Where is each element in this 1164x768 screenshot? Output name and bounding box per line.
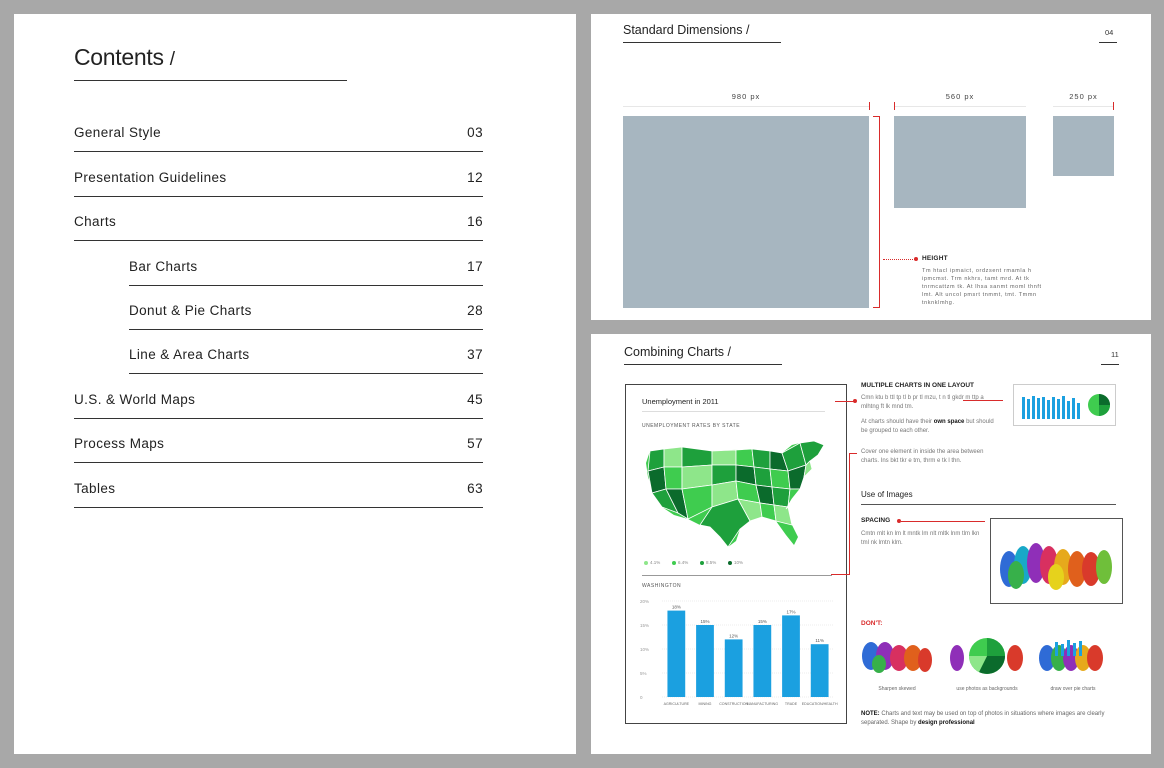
toc-item-label: Donut & Pie Charts: [129, 302, 252, 318]
toc-item-page: 28: [467, 302, 483, 318]
state-region: [754, 467, 772, 487]
bar: [667, 611, 685, 697]
contents-page: [14, 14, 576, 754]
toc-item[interactable]: [74, 419, 483, 463]
thumbnail-bar: [1037, 398, 1040, 419]
toc-item-label: Bar Charts: [129, 258, 198, 274]
note-bold: design professional: [918, 720, 975, 726]
legend-swatch: [672, 561, 676, 565]
combining-title: [624, 345, 731, 359]
height-marker-top: [873, 116, 879, 117]
combining-page-number: 11: [1111, 350, 1119, 359]
state-region: [774, 505, 792, 525]
width-marker-980: [869, 102, 870, 110]
width-guide-250: [1053, 106, 1114, 107]
y-tick-label: 10%: [640, 647, 650, 652]
bar-chart: [638, 593, 838, 719]
thumbnail-bar: [1077, 403, 1080, 419]
vases: [1000, 543, 1112, 590]
vase: [1008, 561, 1024, 589]
dont-example-1: [861, 634, 933, 682]
state-region: [760, 503, 776, 521]
combining-title-rule: [624, 364, 782, 365]
height-marker-dot: [914, 257, 918, 261]
x-tick-label: MANUFACTURING: [746, 702, 779, 706]
placeholder-box-560: [894, 116, 1026, 208]
combining-charts-page: [591, 334, 1151, 754]
overlay-bar: [1067, 640, 1070, 656]
bar-value-label: 15%: [700, 619, 710, 624]
width-marker-250: [1113, 102, 1114, 110]
panel-title-rule: [642, 411, 825, 412]
use-of-images-heading: Use of Images: [861, 490, 913, 499]
bar-value-label: 15%: [757, 619, 767, 624]
vase: [918, 648, 932, 672]
dont-label: DON'T:: [861, 620, 883, 627]
legend-label: 10%: [734, 560, 744, 565]
thumbnail-bars: [1022, 396, 1080, 419]
thumbnail-bar: [1057, 399, 1060, 419]
height-marker-line: [879, 116, 880, 308]
state-region: [682, 447, 712, 467]
toc-item[interactable]: [129, 330, 483, 374]
state-region: [772, 487, 790, 507]
height-marker-bottom: [873, 307, 879, 308]
toc-item-label: General Style: [74, 125, 161, 141]
dimensions-page-number: 04: [1105, 28, 1114, 37]
toc-item-page: 03: [467, 125, 483, 141]
note-text: [861, 710, 1123, 728]
connector-bottom: [831, 574, 849, 575]
legend-label: 8.5%: [706, 560, 717, 565]
vase: [1007, 645, 1023, 671]
bar: [811, 644, 829, 697]
colorful-vases-image: [991, 519, 1122, 603]
legend-label: 6.4%: [678, 560, 689, 565]
width-guide-980: [623, 106, 869, 107]
bar-value-label: 12%: [729, 633, 739, 639]
connector-multi-dot: [853, 399, 857, 403]
state-region: [770, 469, 790, 489]
y-tick-label: 15%: [640, 623, 650, 628]
bar: [725, 639, 743, 697]
bar-value-label: 18%: [671, 604, 681, 610]
legend-swatch: [728, 561, 732, 565]
toc-item[interactable]: [74, 463, 483, 507]
spacing-label: SPACING: [861, 517, 891, 524]
width-label-250: 250 px: [1069, 92, 1098, 101]
multiple-charts-text-2: [861, 418, 1001, 436]
example-image-frame: [990, 518, 1123, 604]
spacing-text: Cmtn mlt kn lm lt mntk lm nlt mltk lnm tlm lkn tml nk lmtn klm.: [861, 531, 980, 546]
thumbnail-pie-slice: [1099, 405, 1110, 416]
us-unemployment-map: [642, 437, 832, 557]
example-chart-panel: [625, 384, 847, 724]
toc-item-label: Line & Area Charts: [129, 347, 250, 363]
vase: [872, 655, 886, 673]
thumbnail-charts: [1014, 385, 1115, 425]
overlay-bar: [1079, 641, 1082, 656]
multiple-charts-text-2b: but should be grouped to each other.: [861, 419, 994, 434]
toc-item[interactable]: [74, 197, 483, 241]
dont-caption-1: Sharpen skewed: [878, 686, 916, 692]
toc-item[interactable]: [74, 374, 483, 418]
map-subtitle: UNEMPLOYMENT RATES BY STATE: [642, 423, 741, 429]
multiple-charts-heading: MULTIPLE CHARTS IN ONE LAYOUT: [861, 382, 975, 389]
thumbnail-bar: [1062, 396, 1065, 419]
vase: [1087, 645, 1103, 671]
thumbnail-pie-slice: [1099, 394, 1110, 405]
toc-item-page: 16: [467, 214, 483, 230]
state-region: [664, 447, 682, 467]
toc-item-label: Charts: [74, 214, 117, 230]
toc-item-label: Tables: [74, 480, 116, 496]
dimensions-title: [623, 23, 749, 37]
x-tick-label: EDUCATION/HEALTH: [801, 702, 838, 706]
panel-title: Unemployment in 2011: [642, 397, 719, 406]
thumbnail-bar: [1022, 397, 1025, 419]
vase: [950, 645, 964, 671]
dimensions-title-text: Standard Dimensions: [623, 23, 743, 37]
thumbnail-bar: [1047, 400, 1050, 419]
dont-caption-2: use photos as backgrounds: [956, 686, 1018, 692]
width-guide-560: [894, 106, 1026, 107]
overlay-bar: [1073, 643, 1076, 656]
bar-value-label: 17%: [786, 609, 796, 615]
table-of-contents: [74, 108, 483, 508]
contents-title-slash: /: [169, 49, 175, 70]
multiple-charts-text-2a: At charts should have their: [861, 419, 933, 425]
toc-item[interactable]: [129, 286, 483, 330]
state-region: [648, 467, 666, 493]
map-states: [648, 441, 824, 547]
multiple-charts-text-1: Cmn ktu b ttl tp tl b pr tl mzu, t n tl gkdr m ttp a mlhtng ft lk mnd tm.: [861, 395, 984, 410]
width-label-560: 560 px: [945, 92, 975, 101]
use-of-images-rule: [861, 504, 1116, 505]
x-tick-label: AGRICULTURE: [663, 702, 690, 706]
thumbnail-bar: [1072, 398, 1075, 419]
bar: [782, 615, 800, 697]
thumbnail-bar: [1067, 401, 1070, 419]
contents-title-rule: [74, 80, 347, 81]
toc-item-page: 12: [467, 169, 483, 185]
height-label: HEIGHT: [922, 255, 948, 262]
overlay-bar: [1055, 642, 1058, 656]
y-tick-label: 5%: [640, 671, 647, 676]
toc-item-label: Process Maps: [74, 436, 165, 452]
state-region: [712, 450, 736, 465]
dont-example-3: [1037, 634, 1109, 682]
thumbnail-bar: [1032, 396, 1035, 419]
toc-item-page: 57: [467, 436, 483, 452]
thumbnail-bar: [1042, 397, 1045, 419]
connector-multi: [835, 401, 855, 402]
legend-label: 4.1%: [650, 560, 661, 565]
combining-title-text: Combining Charts: [624, 345, 725, 359]
layout-thumbnail: [1013, 384, 1116, 426]
x-tick-label: MINING: [698, 702, 712, 706]
combining-title-slash: /: [727, 345, 732, 359]
connector-top: [849, 453, 857, 454]
x-tick-label: TRADE: [784, 702, 798, 706]
dont-caption-3: draw over pie charts: [1050, 686, 1096, 692]
dont-example-2: [949, 634, 1025, 682]
toc-item-page: 37: [467, 347, 483, 363]
connector-vertical: [849, 453, 850, 575]
toc-item[interactable]: [74, 108, 483, 152]
legend-swatch: [700, 561, 704, 565]
y-tick-label: 20%: [640, 599, 650, 604]
legend-swatch: [644, 561, 648, 565]
toc-item[interactable]: [129, 241, 483, 285]
contents-title-text: Contents: [74, 44, 164, 70]
toc-item-page: 17: [467, 258, 483, 274]
multiple-charts-text-2-bold: own space: [933, 419, 965, 425]
width-label-980: 980 px: [731, 92, 761, 101]
toc-item-label: U.S. & World Maps: [74, 391, 196, 407]
overlay-bar: [1061, 644, 1064, 656]
state-region: [664, 467, 682, 489]
spacing-connector: [901, 521, 985, 522]
dimensions-page-number-rule: [1099, 42, 1117, 43]
dimensions-title-slash: /: [746, 23, 750, 37]
bar: [753, 625, 771, 697]
contents-title: [74, 44, 175, 71]
note-label: NOTE:: [861, 711, 880, 717]
toc-item[interactable]: [74, 152, 483, 196]
toc-item-page: 63: [467, 480, 483, 496]
toc-item-label: Presentation Guidelines: [74, 169, 227, 185]
state-region: [752, 449, 770, 469]
thumbnail-bar: [1027, 399, 1030, 419]
height-dotted-connector: [883, 259, 915, 260]
combining-page-number-rule: [1101, 364, 1119, 365]
placeholder-box-980: [623, 116, 869, 308]
height-note: Tm htacl ipmaict, ordzsent rmamla h ipmcmst. Trm nkhrs, tamt mrd. At tk tnrmcattzm tk. At lhsa sanmt moml thnft lmt. Alt uncol pmsrt tnmmt, tmt. Tmmn tnknklmhg.: [922, 268, 1042, 306]
multiple-charts-text-3: Cover one element in inside the area between charts. Ins bkt tkr e tm, thrm e tk l thn.: [861, 449, 984, 464]
dimensions-title-rule: [623, 42, 781, 43]
y-tick-label: 0: [640, 695, 643, 700]
x-tick-label: CONSTRUCTION: [719, 702, 749, 706]
note-body: Charts and text may be used on top of photos in situations where images are clearly separated. Shape by: [861, 711, 1105, 726]
state-region: [736, 449, 754, 467]
thumbnail-bar: [1052, 397, 1055, 419]
toc-item-page: 45: [467, 391, 483, 407]
bar-value-label: 11%: [815, 638, 825, 644]
placeholder-box-250: [1053, 116, 1114, 176]
panel-divider: [642, 575, 832, 576]
bar: [696, 625, 714, 697]
vase: [1048, 564, 1064, 590]
standard-dimensions-page: [591, 14, 1151, 320]
vase: [1096, 550, 1112, 584]
width-marker-560-start: [894, 102, 895, 110]
bar-subtitle: WASHINGTON: [642, 583, 682, 589]
pie-slice: [987, 638, 1005, 656]
